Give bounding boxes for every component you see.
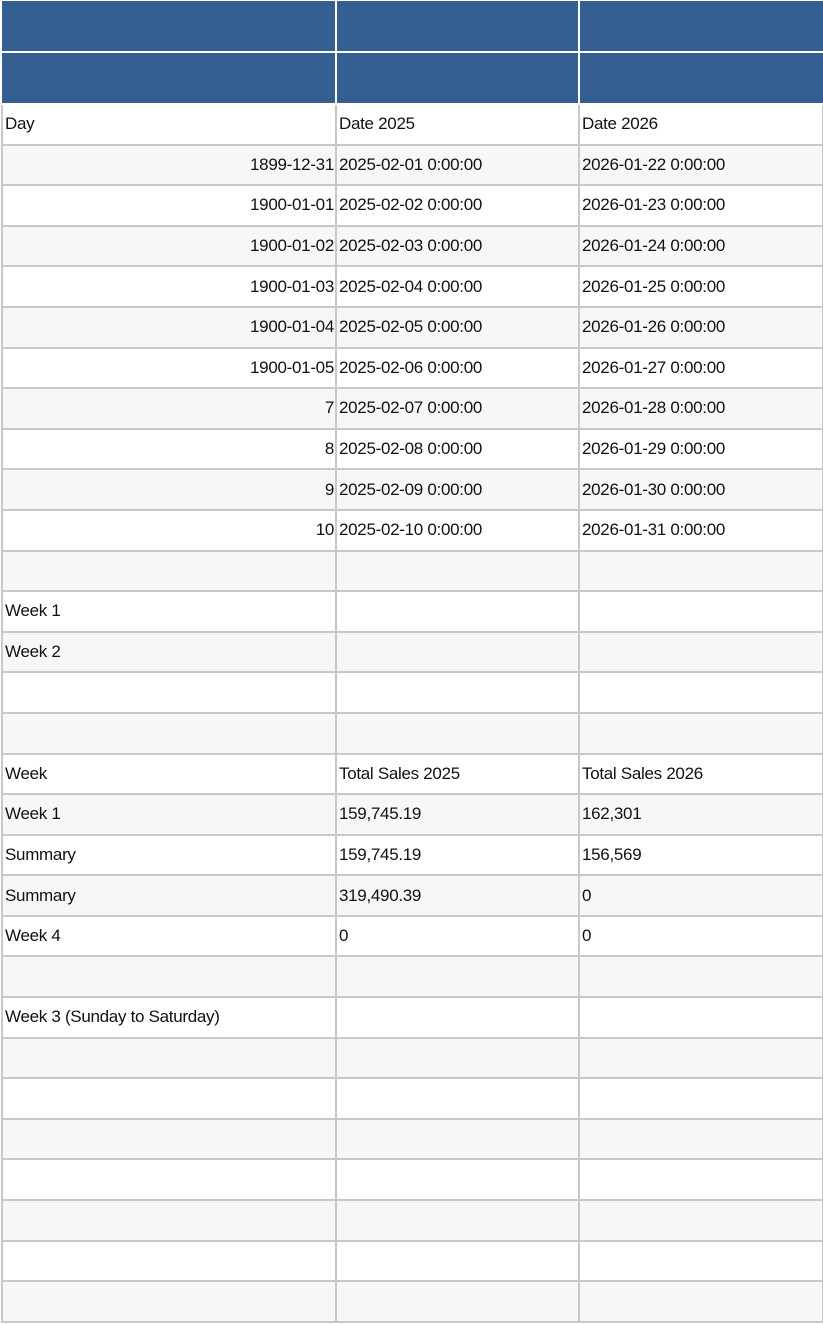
cell-col-b[interactable]: 2025-02-01 0:00:00 — [336, 145, 579, 186]
table-row — [2, 713, 823, 754]
table-row — [2, 591, 823, 632]
cell-col-c[interactable]: 2026-01-31 0:00:00 — [579, 510, 823, 551]
cell-col-a[interactable]: 9 — [2, 469, 336, 510]
table-row — [2, 145, 823, 186]
cell-col-c[interactable] — [579, 1200, 823, 1241]
table-row — [2, 551, 823, 592]
cell-col-a[interactable]: 10 — [2, 510, 336, 551]
table-row — [2, 1281, 823, 1322]
cell-col-c[interactable] — [579, 713, 823, 754]
table-row — [2, 1159, 823, 1200]
cell-col-b[interactable] — [336, 591, 579, 632]
table-row — [2, 754, 823, 795]
cell-col-b[interactable]: Date 2025 — [336, 104, 579, 145]
table-row — [2, 469, 823, 510]
cell-col-b[interactable]: 2025-02-05 0:00:00 — [336, 307, 579, 348]
table-row — [2, 307, 823, 348]
cell-col-c[interactable]: 2026-01-27 0:00:00 — [579, 348, 823, 389]
table-row — [2, 997, 823, 1038]
cell-col-a[interactable] — [2, 1241, 336, 1282]
table-row — [2, 632, 823, 673]
cell-col-b[interactable] — [336, 1281, 579, 1322]
cell-col-b[interactable]: 2025-02-08 0:00:00 — [336, 429, 579, 470]
cell-col-c[interactable] — [579, 1159, 823, 1200]
cell-col-a[interactable]: Summary — [2, 835, 336, 876]
cell-col-a[interactable] — [2, 672, 336, 713]
cell-col-b[interactable]: 2025-02-02 0:00:00 — [336, 185, 579, 226]
cell-col-b[interactable] — [336, 1159, 579, 1200]
cell-col-c[interactable]: 156,569 — [579, 835, 823, 876]
table-row — [2, 1200, 823, 1241]
cell-col-c[interactable]: 2026-01-24 0:00:00 — [579, 226, 823, 267]
cell-col-a[interactable]: Week 1 — [2, 591, 336, 632]
cell-col-c[interactable] — [579, 632, 823, 673]
cell-col-c[interactable]: 0 — [579, 916, 823, 957]
cell-col-c[interactable] — [579, 956, 823, 997]
cell-col-b[interactable]: 2025-02-07 0:00:00 — [336, 388, 579, 429]
cell-col-a[interactable] — [2, 1200, 336, 1241]
cell-col-b[interactable] — [336, 1200, 579, 1241]
cell-col-c[interactable] — [579, 1119, 823, 1160]
cell-col-b[interactable] — [336, 997, 579, 1038]
cell-col-a[interactable]: Week 3 (Sunday to Saturday) — [2, 997, 336, 1038]
cell-col-a[interactable]: Week 4 — [2, 916, 336, 957]
cell-col-a[interactable]: 1900-01-01 — [2, 185, 336, 226]
cell-col-c[interactable]: Date 2026 — [579, 104, 823, 145]
cell-col-a[interactable]: 1900-01-02 — [2, 226, 336, 267]
cell-col-c[interactable]: 2026-01-23 0:00:00 — [579, 185, 823, 226]
cell-col-a[interactable]: 1899-12-31 — [2, 145, 336, 186]
cell-col-b[interactable]: 2025-02-03 0:00:00 — [336, 226, 579, 267]
table-row — [2, 429, 823, 470]
table-row — [2, 104, 823, 145]
cell-col-b[interactable] — [336, 713, 579, 754]
cell-col-a[interactable]: 1900-01-04 — [2, 307, 336, 348]
header-cell[interactable] — [336, 1, 579, 52]
cell-col-a[interactable] — [2, 956, 336, 997]
table-row — [2, 1038, 823, 1079]
cell-col-a[interactable] — [2, 551, 336, 592]
cell-col-a[interactable] — [2, 1038, 336, 1079]
cell-col-a[interactable]: Week — [2, 754, 336, 795]
spreadsheet-body — [2, 1, 823, 1322]
header-cell[interactable] — [579, 52, 823, 104]
cell-col-c[interactable]: 2026-01-26 0:00:00 — [579, 307, 823, 348]
header-cell[interactable] — [2, 52, 336, 104]
table-row — [2, 956, 823, 997]
cell-col-c[interactable]: 162,301 — [579, 794, 823, 835]
cell-col-a[interactable]: Week 2 — [2, 632, 336, 673]
cell-col-a[interactable] — [2, 713, 336, 754]
table-row — [2, 1078, 823, 1119]
cell-col-a[interactable]: 1900-01-03 — [2, 266, 336, 307]
cell-col-a[interactable] — [2, 1078, 336, 1119]
cell-col-b[interactable]: 2025-02-04 0:00:00 — [336, 266, 579, 307]
cell-col-c[interactable] — [579, 997, 823, 1038]
header-cell[interactable] — [336, 52, 579, 104]
cell-col-b[interactable]: 159,745.19 — [336, 794, 579, 835]
cell-col-a[interactable]: 7 — [2, 388, 336, 429]
cell-col-b[interactable] — [336, 1038, 579, 1079]
cell-col-a[interactable] — [2, 1119, 336, 1160]
table-row — [2, 185, 823, 226]
cell-col-b[interactable]: 319,490.39 — [336, 875, 579, 916]
table-row — [2, 348, 823, 389]
cell-col-c[interactable]: 2026-01-25 0:00:00 — [579, 266, 823, 307]
table-row — [2, 1241, 823, 1282]
table-row — [2, 510, 823, 551]
table-row — [2, 916, 823, 957]
cell-col-c[interactable]: 0 — [579, 875, 823, 916]
table-row — [2, 875, 823, 916]
header-cell[interactable] — [2, 1, 336, 52]
cell-col-a[interactable]: 1900-01-05 — [2, 348, 336, 389]
cell-col-b[interactable] — [336, 1078, 579, 1119]
cell-col-a[interactable]: Day — [2, 104, 336, 145]
cell-col-c[interactable] — [579, 1038, 823, 1079]
spreadsheet-table — [1, 1, 823, 1323]
cell-col-c[interactable] — [579, 1241, 823, 1282]
cell-col-b[interactable]: 159,745.19 — [336, 835, 579, 876]
table-row — [2, 672, 823, 713]
cell-col-b[interactable]: 2025-02-10 0:00:00 — [336, 510, 579, 551]
cell-col-c[interactable] — [579, 551, 823, 592]
cell-col-c[interactable]: 2026-01-22 0:00:00 — [579, 145, 823, 186]
table-row — [2, 794, 823, 835]
cell-col-a[interactable]: Week 1 — [2, 794, 336, 835]
cell-col-b[interactable] — [336, 632, 579, 673]
table-row — [2, 226, 823, 267]
cell-col-b[interactable]: 0 — [336, 916, 579, 957]
cell-col-b[interactable] — [336, 1119, 579, 1160]
cell-col-b[interactable]: Total Sales 2025 — [336, 754, 579, 795]
cell-col-c[interactable]: Total Sales 2026 — [579, 754, 823, 795]
cell-col-b[interactable] — [336, 1241, 579, 1282]
header-cell[interactable] — [579, 1, 823, 52]
cell-col-c[interactable] — [579, 591, 823, 632]
cell-col-c[interactable]: 2026-01-29 0:00:00 — [579, 429, 823, 470]
cell-col-b[interactable] — [336, 672, 579, 713]
cell-col-a[interactable] — [2, 1159, 336, 1200]
cell-col-a[interactable] — [2, 1281, 336, 1322]
table-row — [2, 835, 823, 876]
cell-col-b[interactable] — [336, 956, 579, 997]
cell-col-b[interactable] — [336, 551, 579, 592]
table-row — [2, 266, 823, 307]
cell-col-c[interactable] — [579, 1281, 823, 1322]
cell-col-a[interactable]: Summary — [2, 875, 336, 916]
cell-col-b[interactable]: 2025-02-09 0:00:00 — [336, 469, 579, 510]
header-row — [2, 1, 823, 52]
table-row — [2, 388, 823, 429]
table-row — [2, 1119, 823, 1160]
cell-col-c[interactable] — [579, 672, 823, 713]
cell-col-c[interactable]: 2026-01-28 0:00:00 — [579, 388, 823, 429]
cell-col-b[interactable]: 2025-02-06 0:00:00 — [336, 348, 579, 389]
cell-col-c[interactable]: 2026-01-30 0:00:00 — [579, 469, 823, 510]
header-row — [2, 52, 823, 104]
cell-col-c[interactable] — [579, 1078, 823, 1119]
cell-col-a[interactable]: 8 — [2, 429, 336, 470]
